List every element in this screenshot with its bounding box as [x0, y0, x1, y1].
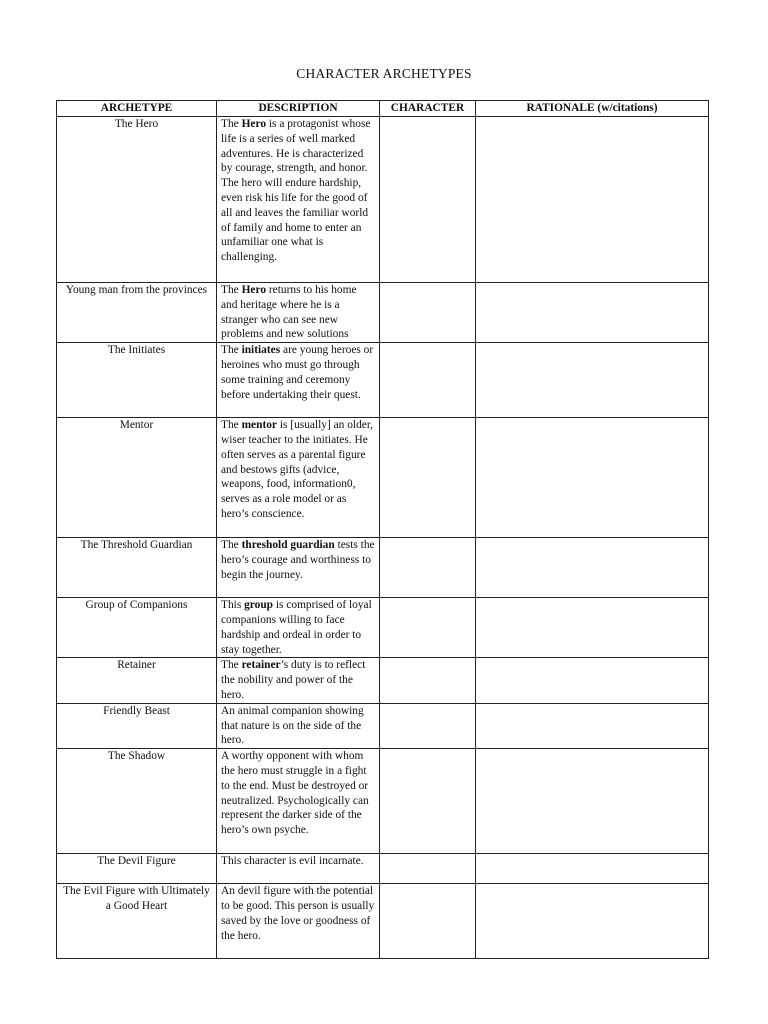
description-text: is comprised of loyal companions willing to face hardship and ordeal in order to stay together. [221, 599, 372, 656]
archetype-cell: The Shadow [57, 749, 217, 854]
table-row [57, 343, 709, 418]
description-cell [217, 343, 380, 418]
table-row [57, 749, 709, 854]
description-text: The [221, 419, 242, 432]
character-cell[interactable] [380, 884, 476, 959]
rationale-cell[interactable] [476, 598, 709, 658]
description-text: tests the hero’s courage and worthiness to begin the journey. [221, 539, 375, 581]
description-cell [217, 749, 380, 854]
character-cell[interactable] [380, 418, 476, 538]
description-keyword: mentor [241, 419, 277, 432]
description-text: The [221, 539, 242, 552]
table-row [57, 598, 709, 658]
character-cell[interactable] [380, 703, 476, 748]
description-text: returns to his home and heritage where he is a stranger who can see new problems and new solutions [221, 284, 357, 341]
description-cell [217, 418, 380, 538]
rationale-cell[interactable] [476, 538, 709, 598]
description-text: An devil figure with the potential to be good. This person is usually saved by the love or goodness of the hero. [221, 885, 375, 942]
table-header-row [57, 101, 709, 117]
description-text: The [221, 118, 242, 130]
archetype-cell: The Initiates [57, 343, 217, 418]
rationale-cell[interactable] [476, 418, 709, 538]
archetypes-table [56, 100, 709, 959]
description-cell [217, 283, 380, 343]
description-keyword: group [244, 599, 274, 612]
rationale-cell[interactable] [476, 283, 709, 343]
archetype-cell: Retainer [57, 658, 217, 703]
character-cell[interactable] [380, 598, 476, 658]
character-cell[interactable] [380, 854, 476, 884]
archetype-cell: Group of Companions [57, 598, 217, 658]
archetype-cell: Friendly Beast [57, 703, 217, 748]
description-text: This [221, 599, 245, 612]
header-rationale: RATIONALE (w/citations) [476, 101, 709, 117]
description-keyword: Hero [241, 284, 267, 296]
table-row [57, 418, 709, 538]
description-text: are young heroes or heroines who must go through some training and ceremony before undertaking their quest. [221, 344, 374, 401]
page-title: CHARACTER ARCHETYPES [296, 66, 472, 81]
table-row [57, 703, 709, 748]
archetype-cell: Mentor [57, 418, 217, 538]
character-cell[interactable] [380, 283, 476, 343]
rationale-cell[interactable] [476, 854, 709, 884]
description-text: is a protagonist whose life is a series of well marked adventures. He is characterized by courage, strength, and honor. The hero will endure hardship, even risk his life for the good of all and leaves the familiar world of family and home to enter an unfamiliar one what is challenging. [221, 118, 371, 264]
description-text: ’s duty is to reflect the nobility and power of the hero. [221, 659, 366, 701]
description-cell [217, 854, 380, 884]
archetype-cell: The Evil Figure with Ultimately a Good Heart [57, 884, 217, 959]
character-cell[interactable] [380, 538, 476, 598]
description-cell [217, 884, 380, 959]
description-keyword: initiates [241, 344, 281, 357]
description-text: An animal companion showing that nature is on the side of the hero. [221, 704, 364, 747]
archetype-cell: Young man from the provinces [57, 283, 217, 343]
header-character: CHARACTER [380, 101, 476, 117]
character-cell[interactable] [380, 749, 476, 854]
rationale-cell[interactable] [476, 343, 709, 418]
header-archetype: ARCHETYPE [57, 101, 217, 117]
description-text: is [usually] an older, wiser teacher to the initiates. He often serves as a parental figure and bestows gifts (advice, weapons, food, information0, serves as a role model or as hero’s conscience. [221, 419, 374, 520]
description-keyword: threshold guardian [241, 539, 335, 552]
description-cell [217, 598, 380, 658]
character-cell[interactable] [380, 658, 476, 703]
rationale-cell[interactable] [476, 703, 709, 748]
table-row [57, 658, 709, 703]
description-cell [217, 538, 380, 598]
description-text: The [221, 344, 242, 357]
rationale-cell[interactable] [476, 749, 709, 854]
rationale-cell[interactable] [476, 117, 709, 283]
description-keyword: Hero [241, 118, 267, 130]
archetype-cell: The Devil Figure [57, 854, 217, 884]
table-row [57, 854, 709, 884]
character-cell[interactable] [380, 343, 476, 418]
archetype-cell: The Hero [57, 117, 217, 283]
table-row [57, 538, 709, 598]
table-row [57, 117, 709, 283]
character-cell[interactable] [380, 117, 476, 283]
description-cell [217, 117, 380, 283]
archetype-cell: The Threshold Guardian [57, 538, 217, 598]
description-cell [217, 658, 380, 703]
table-row [57, 283, 709, 343]
table-row [57, 884, 709, 959]
description-keyword: retainer [241, 659, 281, 672]
rationale-cell[interactable] [476, 658, 709, 703]
rationale-cell[interactable] [476, 884, 709, 959]
description-text: The [221, 659, 242, 672]
description-text: A worthy opponent with whom the hero must struggle in a fight to the end. Must be destroyed or neutralized. Psychologically can represent the darker side of the hero’s own psyche. [221, 750, 369, 837]
header-description: DESCRIPTION [217, 101, 380, 117]
description-text: The [221, 284, 242, 296]
description-cell [217, 703, 380, 748]
description-text: This character is evil incarnate. [221, 855, 364, 868]
